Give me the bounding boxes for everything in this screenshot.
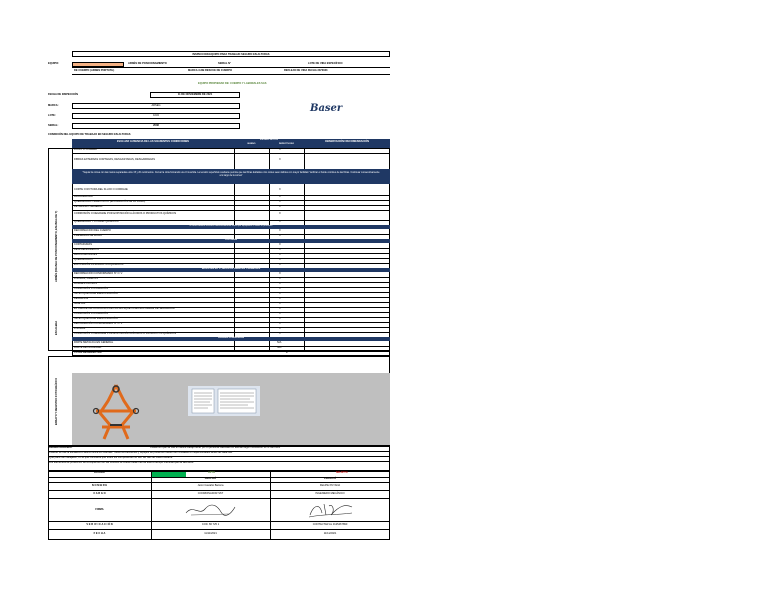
company-line: EQUIPO PROPIEDAD DE: CUERPO Y LABORALES SAS	[198, 82, 267, 85]
divider	[48, 521, 390, 522]
divider	[48, 482, 390, 483]
row-label: DEFORMACIÓN CONFORMADO 'D' O 'L'	[74, 321, 123, 325]
row-mark[interactable]: X	[279, 276, 281, 280]
row-label: EL CIERRE DE LA ARGOLLA DE LAS MOSQUETONES EN CIERRE DE SEGURIDAD	[74, 306, 175, 310]
lote-field[interactable]: 1034	[72, 113, 240, 119]
row-label: EXPOSICIÓN A PRODUCTOS QUIMICOS	[74, 262, 124, 266]
side-label-escalera: ESCALERA	[55, 320, 58, 336]
row-label: SIN ETIQUETA DE IDENTIFICACIÓN	[74, 291, 118, 295]
row-mark[interactable]: X	[279, 233, 281, 237]
nombre-label: N O M B R E	[91, 484, 108, 487]
fecha-sign-label: F E C H A	[93, 532, 106, 535]
cargo-realizo: COORDINADOR SST	[197, 492, 224, 495]
inspection-sheet	[48, 51, 390, 540]
signature-realizo	[183, 502, 238, 518]
row-mark[interactable]: X	[279, 296, 281, 300]
row-label: CORROSIÓN O DEGRADE POR EXPOSICIÓN A ÁCIDOS O PRODUCTOS QUÍMICOS	[74, 331, 177, 335]
row-label: PRESENCIA DE MOHO	[74, 233, 102, 237]
row-mark[interactable]: X	[279, 158, 281, 161]
rejected-value: NO APTO	[336, 471, 348, 474]
col-bad-header: DEFECTUOSO	[269, 143, 304, 148]
harness-photo	[86, 381, 146, 443]
row-mark[interactable]: X	[279, 271, 281, 275]
estado-label: ESTADO	[94, 471, 105, 474]
row-label: CORROSIÓN U OXIDACIÓN	[74, 286, 108, 290]
row-label: FLUJO O CORREA	[74, 147, 97, 151]
verificacion-label: V E R I F I C A C I Ó N	[86, 523, 113, 526]
divider	[48, 490, 390, 491]
row-mark[interactable]: X	[279, 204, 281, 208]
row-mark[interactable]: X	[279, 331, 281, 335]
firma-label: FIRMA	[95, 508, 104, 511]
row-label: SIN ETIQUETA DE IDENTIFICACIÓN	[74, 316, 118, 320]
col-good-header: BUENO	[234, 143, 269, 148]
observation-line: Cuando se use la escalera en altura nunca sin cuerdas. Todos los elementos y equipos de protección deben ser revisados e inspeccionados antes de cada uso	[49, 451, 233, 454]
row-label: DESGASTE	[74, 296, 89, 300]
row-mark[interactable]: N/A	[277, 345, 282, 349]
row2-3: REFLEJO DE VIDA FECHA 3373033	[284, 69, 328, 72]
divider	[48, 529, 390, 530]
total-value: 0	[286, 351, 288, 354]
row-label: FISURAS, GRIETAS	[74, 276, 98, 280]
row-mark[interactable]: X	[279, 257, 281, 261]
cargo-label: C A R G O	[93, 492, 106, 495]
row-label: HILOS FALTANTES	[74, 252, 97, 256]
realizo-header: REALIZÓ	[204, 477, 217, 480]
row-mark[interactable]: X	[279, 252, 281, 256]
fecha-label: FECHA DE INSPECCIÓN	[48, 93, 79, 96]
row-mark[interactable]: X	[279, 301, 281, 305]
signature-verifico	[306, 501, 356, 519]
row-label: PARTE DE LA LAZADA	[74, 345, 102, 349]
row-label: FISURAS	[74, 326, 86, 330]
side-label-arnes: ARNÉS (FRANJA DE POSICIONAMIENTO, ESLINGA DE Y)	[55, 210, 58, 282]
nombre-verifico: FELIPE PUYANA	[319, 484, 341, 487]
observations-label: OBSERVACIONES:	[49, 446, 73, 449]
col-state-header: ESTADO DE LOS	[234, 139, 304, 143]
sheet-title: INSPECCION EQUIPO PARA TRABAJO SEGURO EN ALTURAS	[72, 51, 390, 57]
row-mark[interactable]: X	[279, 311, 281, 315]
row2-1: DE CUERPO (ARNES PORTATIL)	[74, 69, 115, 72]
row-mark[interactable]: X	[279, 247, 281, 251]
row-mark[interactable]: X	[279, 199, 281, 203]
approved-value: APTO	[208, 471, 216, 474]
row-mark[interactable]: X	[279, 321, 281, 325]
verifico-header: VERIFICÓ	[323, 477, 337, 480]
row-label: QUEMADURA Y O PAPEL QUIMICOS	[74, 219, 119, 223]
total-label: TOTAL DE DEFECTOS	[74, 351, 102, 354]
row-mark[interactable]: X	[279, 194, 281, 198]
row-label: BORDES FILOSOS	[74, 281, 97, 285]
serial-field[interactable]: 2038	[72, 123, 240, 129]
row-label: DESPRENDIMIENTO	[74, 247, 100, 251]
row-mark[interactable]: X	[279, 281, 281, 285]
row-label: DEFORMACIÓN DEL CUERPO	[74, 228, 111, 232]
side-label-registro: ENSAYO Y REGISTRO FOTOGRÁFICO	[55, 377, 58, 425]
section-title: CONDICIÓN DEL EQUIPO DE TRABAJO EN SEGURO EN ALTURAS	[48, 133, 131, 136]
equipo-field-1: ARNÉS DE POSICIONAMIENTO	[128, 62, 167, 65]
row-label: DEFORMACIÓN CONFORMADO 'D' O 'L'	[74, 271, 123, 275]
divider	[72, 74, 390, 75]
row-label: HILACHADURA	[74, 194, 93, 198]
equipo-field-2: SERIAL N°	[218, 62, 232, 65]
label-photo	[188, 386, 260, 416]
company-logo: Baser	[310, 103, 343, 114]
row-mark[interactable]: X	[279, 326, 281, 330]
observation-line: Cuida con que se use en altura trabajo tener por el personal calificado en alturas según resolución 4272 del 2021	[150, 446, 281, 449]
row-mark[interactable]: X	[279, 291, 281, 295]
row-mark[interactable]: X	[279, 316, 281, 320]
marca-label: MARCA:	[48, 104, 59, 107]
row-mark[interactable]: X	[279, 262, 281, 266]
row-label: QUEMADURA O ELECTRICO (ELONGACIÓN DE LA FIBRA)	[74, 199, 146, 203]
nombre-realizo: Jeimi Castaño Barrera	[197, 484, 224, 487]
verificacion-realizo: COD. 80 725 1	[201, 523, 220, 526]
row-mark[interactable]: N/A	[277, 340, 282, 344]
row-label: GRIETAS	[74, 301, 86, 305]
row-label: CORTE O ROTURA DEL FLUJO O CORDAJE	[74, 188, 128, 191]
row-label: CORROSIÓN U OXIDACIÓN	[74, 311, 108, 315]
row-mark[interactable]: X	[279, 212, 281, 215]
col-conditions-header: EVALUAR AUSENCIA DE LAS SIGUIENTES CONDICIONES	[72, 139, 234, 148]
cargo-verifico: INGENIERO MECÁNICO	[315, 492, 345, 495]
divider	[72, 67, 390, 68]
marca-field[interactable]: ARSEG	[72, 103, 240, 109]
fecha-verifico: 11/11/2021	[323, 532, 337, 535]
fecha-field[interactable]: 11 DE NOVIEMBRE DE 2021	[150, 92, 240, 98]
equipo-label: EQUIPO:	[48, 62, 59, 65]
verificacion-verifico: CONTACTAR AL 3125467890	[312, 523, 348, 526]
row-mark[interactable]: X	[279, 306, 281, 310]
row-mark[interactable]: X	[279, 188, 281, 191]
col-obs-header: OBSERVACIÓN/ RECOMENDACIÓN	[304, 139, 390, 148]
row-mark[interactable]: X	[279, 228, 281, 232]
row-mark[interactable]: X	[279, 219, 281, 223]
observation-line: Los elementos de protección de la inspección en las uniones se vuelve cada mes de este el tiempo mientras que se acontece	[49, 461, 194, 464]
band-argollas: ARGOLLAS EN 'D', ARGOLLA, HEBILLAS Y REMACHES	[72, 268, 390, 272]
row-label: FIBRAS EXTERNAS CORTADAS, DESGASTADAS, DESGARRADAS	[74, 158, 155, 161]
table-row	[72, 153, 390, 170]
band-costuras: COSTURAS	[72, 239, 390, 243]
row-label: CORTADURAS	[74, 242, 92, 246]
inspection-note: "Sujetar la correa con las manos separadas entre 15 y 20 centímetros. Curvar la cinta formando una U invertida. La tensión superficial resultante permite que las fibras dañadas o los cortes sean visibles con mayor facilidad. Verificar el borde continuo de las fibras. Continuar consecutivamente a lo largo de la correa"	[72, 169, 390, 184]
band-lazadas: LAZADAS PERDEDERAS	[72, 337, 390, 341]
observation-line: Que parte del trabajador, en el que considera que todos los componentes no ven ver dan de nuevo durante	[49, 456, 173, 459]
fecha-realizo: 11/11/2021	[204, 532, 217, 535]
row-label: CORROSIÓN O DEGRADE POR EXPOSICIÓN A ÁCIDOS O PRODUCTOS QUÍMICOS	[74, 212, 177, 215]
band-arnes: El arnés deberá revisarse minuciosamente estos que equipamos o sobre el protocolo	[72, 225, 390, 229]
row-mark[interactable]: X	[279, 242, 281, 246]
row-mark[interactable]: X	[279, 286, 281, 290]
equipo-field-3: LOTE DE VIDA ESPECÍFICO	[308, 62, 343, 65]
row2-2: MARCA 3-DB RESCUE DE CUERPO	[188, 69, 233, 72]
divider	[48, 498, 390, 499]
row-label: DETERIORO GENERAL	[74, 204, 103, 208]
row-label: PARTE METALICA EN GENERAL	[74, 340, 114, 344]
row-label: QUEMADURAS	[74, 257, 93, 261]
lote-label: LOTE:	[48, 114, 56, 117]
row-mark[interactable]: X	[279, 147, 281, 151]
serial-label: SERIAL:	[48, 124, 59, 127]
